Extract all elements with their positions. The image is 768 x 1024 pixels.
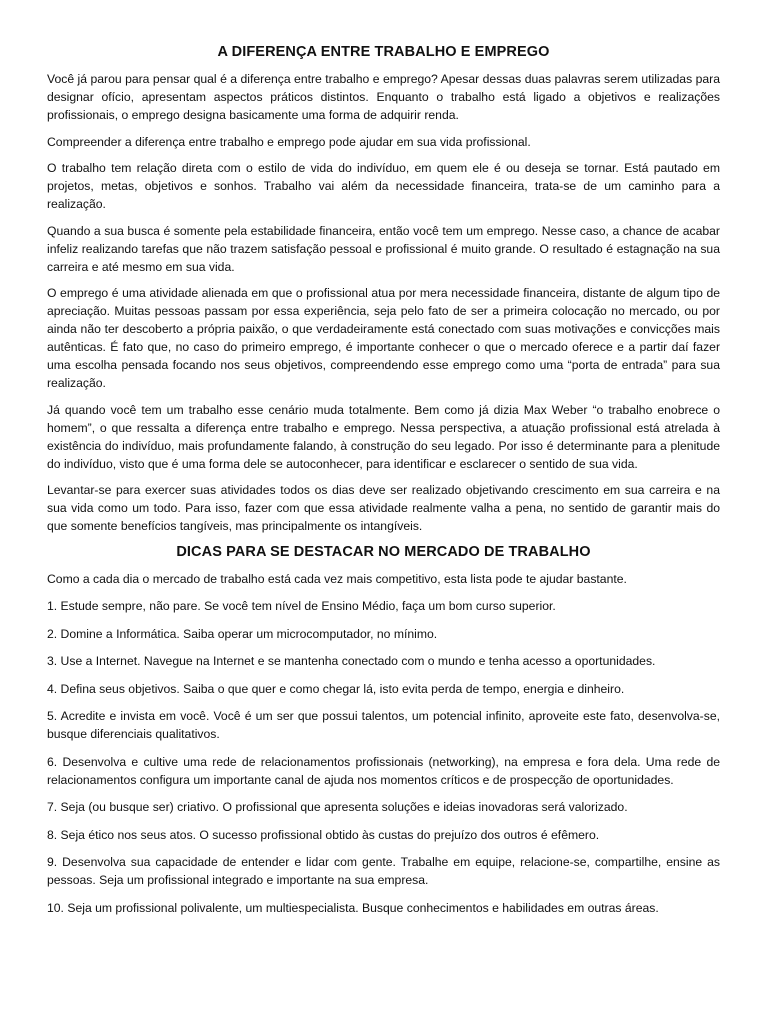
tip-item: 6. Desenvolva e cultive uma rede de relacionamentos profissionais (networking), na empresa e fora dela. Uma rede de relacionamentos configura um importante canal de ajuda nos momentos críticos e de prospecção de oportunidades. bbox=[47, 754, 720, 787]
tips-list bbox=[47, 570, 720, 917]
paragraph: O emprego é uma atividade alienada em que o profissional atua por mera necessidade financeira, distante de algum tipo de apreciação. Muitas pessoas passam por essa experiência, seja pelo fato de ser a primeira colocação no mercado, ou por ainda não ter descoberto a própria paixão, o que verdadeiramente está conectado com suas motivações e convicções mais autênticas. É fato que, no caso do primeiro emprego, é importante conhecer o que o mercado oferece e a partir daí fazer uma escolha pensada focando nos seus objetivos, compreendendo esse emprego como uma “porta de entrada” para sua realização. bbox=[47, 286, 720, 390]
tip-item: 1. Estude sempre, não pare. Se você tem nível de Ensino Médio, faça um bom curso superior. bbox=[47, 599, 556, 613]
tip-item: 3. Use a Internet. Navegue na Internet e se mantenha conectado com o mundo e tenha acesso a oportunidades. bbox=[47, 654, 656, 668]
document-title: A DIFERENÇA ENTRE TRABALHO E EMPREGO bbox=[217, 44, 550, 60]
main-section bbox=[47, 70, 720, 535]
tip-item: 8. Seja ético nos seus atos. O sucesso profissional obtido às custas do prejuízo dos outros é efêmero. bbox=[47, 827, 600, 842]
tip-item: 2. Domine a Informática. Saiba operar um microcomputador, no mínimo. bbox=[47, 626, 438, 641]
tip-item: 9. Desenvolva sua capacidade de entender e lidar com gente. Trabalhe em equipe, relacione-se, compartilhe, ensine as pessoas. Seja um profissional integrado e importante na sua empresa. bbox=[47, 855, 720, 887]
paragraph: Quando a sua busca é somente pela estabilidade financeira, então você tem um emprego. Nesse caso, a chance de acabar infeliz realizando tarefas que não trazem satisfação pessoal e profissional é muito grande. O resultado é estagnação na sua carreira e até mesmo em sua vida. bbox=[47, 223, 720, 274]
tips-heading: DICAS PARA SE DESTACAR NO MERCADO DE TRABALHO bbox=[176, 543, 591, 560]
tip-item: 7. Seja (ou busque ser) criativo. O profissional que apresenta soluções e ideias inovadoras será valorizado. bbox=[47, 800, 628, 814]
paragraph: Compreender a diferença entre trabalho e emprego pode ajudar em sua vida profissional. bbox=[47, 134, 531, 149]
paragraph: Já quando você tem um trabalho esse cenário muda totalmente. Bem como já dizia Max Weber “o trabalho enobrece o homem”, o que ressalta a diferença entre trabalho e emprego. Nessa perspectiva, a atuação profissional está atrelada à existência do indivíduo, mais profundamente falando, à construção do seu legado. Por isso é determinante para a plenitude do indivíduo, visto que é uma forma dele se autoconhecer, para identificar e esclarecer o sentido de sua vida. bbox=[47, 402, 720, 471]
tip-item: 4. Defina seus objetivos. Saiba o que quer e como chegar lá, isto evita perda de tempo, energia e dinheiro. bbox=[47, 681, 625, 696]
tips-intro: Como a cada dia o mercado de trabalho está cada vez mais competitivo, esta lista pode te ajudar bastante. bbox=[47, 571, 627, 586]
paragraph: Você já parou para pensar qual é a diferença entre trabalho e emprego? Apesar dessas duas palavras serem utilizadas para designar ofício, apresentam aspectos práticos distintos. Enquanto o trabalho está ligado a objetivos e realizações profissionais, o emprego designa basicamente uma forma de adquirir renda. bbox=[47, 72, 720, 122]
paragraph: Levantar-se para exercer suas atividades todos os dias deve ser realizado objetivando crescimento em sua carreira e na sua vida como um todo. Para isso, fazer com que essa atividade realmente valha a pena, no sentido de garantir mais do que somente benefícios tangíveis, mas principalmente os intangíveis. bbox=[47, 483, 720, 533]
paragraph: O trabalho tem relação direta com o estilo de vida do indivíduo, em quem ele é ou deseja se tornar. Está pautado em projetos, metas, objetivos e sonhos. Trabalho vai além da necessidade financeira, trata-se de um caminho para a realização. bbox=[47, 161, 720, 211]
tip-item: 5. Acredite e invista em você. Você é um ser que possui talentos, um potencial infinito, aproveite este fato, desenvolva-se, busque diferenciais qualitativos. bbox=[47, 709, 720, 741]
tip-item: 10. Seja um profissional polivalente, um multiespecialista. Busque conhecimentos e habilidades em outras áreas. bbox=[47, 900, 659, 915]
